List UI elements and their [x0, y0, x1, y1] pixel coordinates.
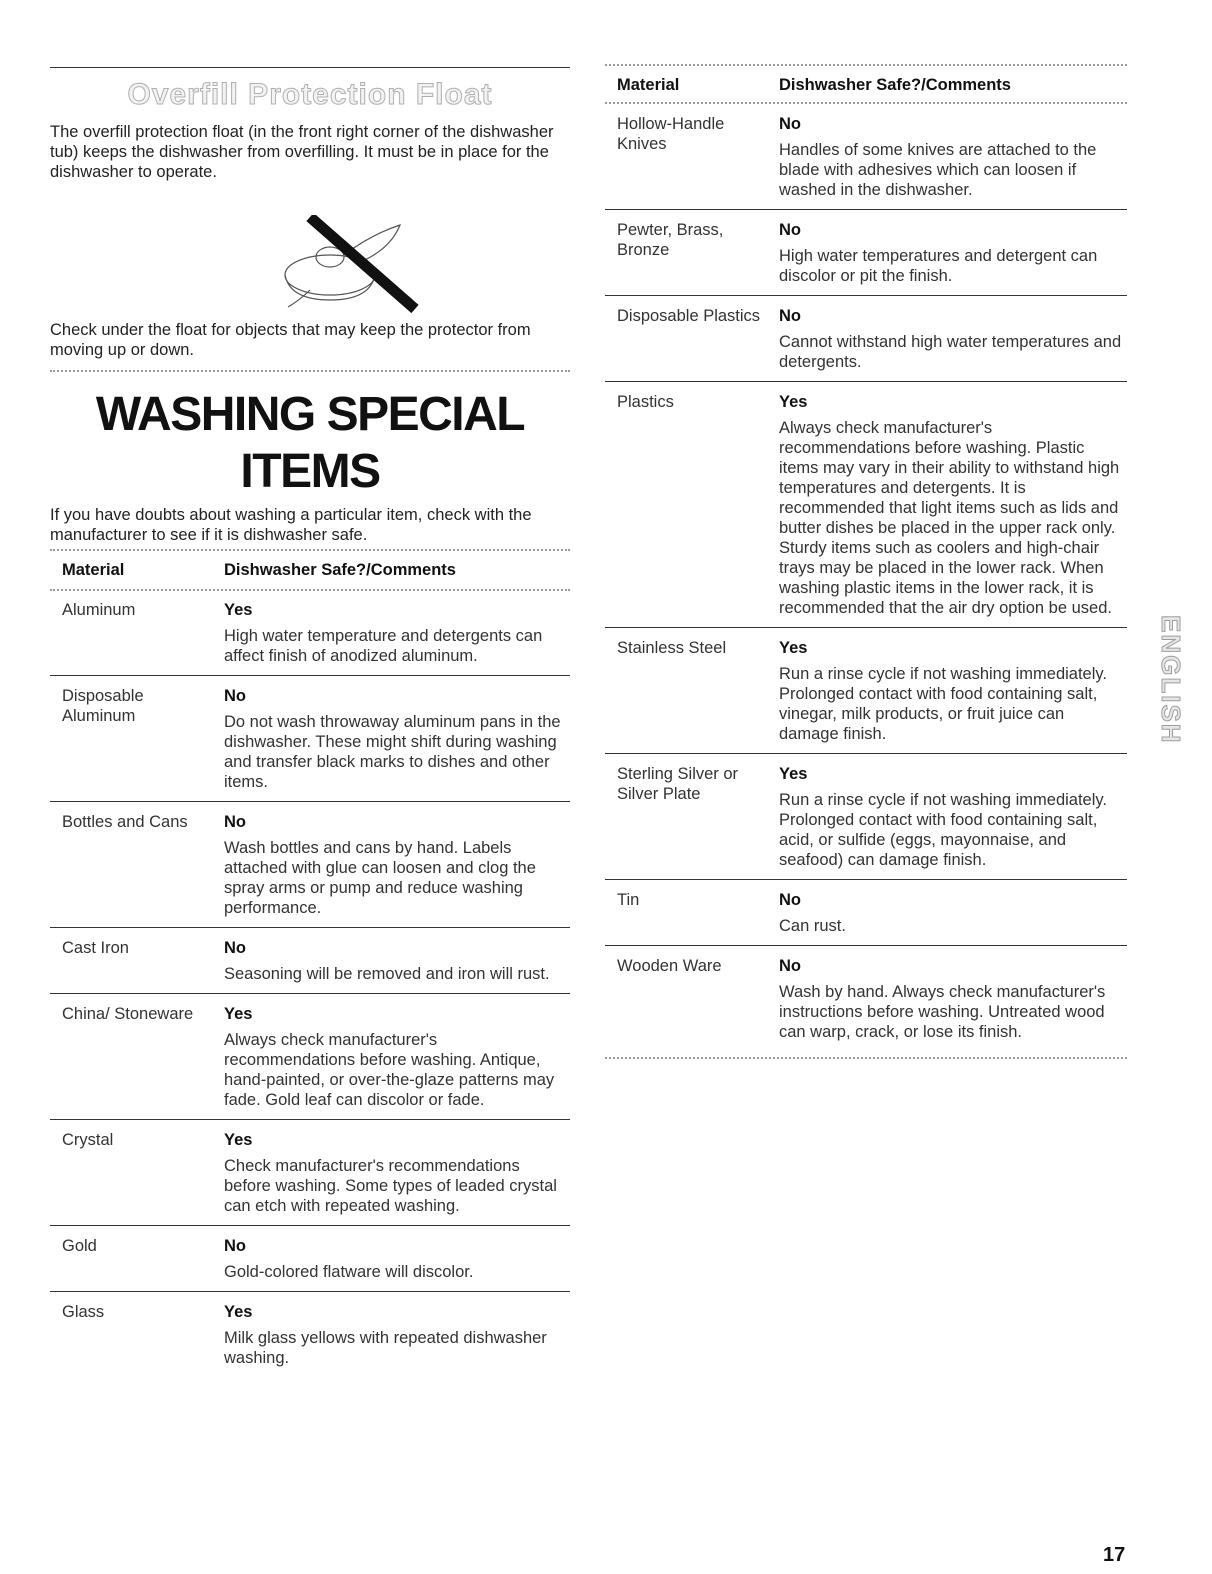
material-name: Plastics: [617, 393, 674, 411]
material-comment: Gold-colored flatware will discolor.: [224, 1263, 474, 1281]
table-end-rule: [605, 1057, 1127, 1059]
page-title: [50, 386, 570, 500]
overfill-float-illustration: [250, 215, 420, 315]
table-row: [50, 1226, 570, 1292]
material-comment: Do not wash throwaway aluminum pans in the dishwasher. These might shift during washing and transfer black marks to dishes and other items.: [224, 713, 561, 791]
table-row: [50, 590, 570, 676]
table-row: [50, 1292, 570, 1377]
dishwasher-safe-answer: No: [224, 1237, 246, 1255]
dishwasher-safe-answer: Yes: [224, 1131, 253, 1149]
material-comment: Always check manufacturer's recommendations before washing. Plastic items may vary in their ability to withstand high temperatures and detergents. It is recommended that light items such as lids and butter dishes be placed in the upper rack only. Sturdy items such as coolers and high-chair trays may be placed in the lower rack. When washing plastic items in the lower rack, it is recommended that the air dry option be used.: [779, 419, 1120, 617]
table-row: [50, 802, 570, 928]
dishwasher-safe-answer: Yes: [779, 639, 808, 657]
table-header-rule-top: [50, 549, 570, 551]
language-side-tab: ENGLISH: [1156, 615, 1186, 745]
material-comment: Seasoning will be removed and iron will rust.: [224, 965, 550, 983]
header-dishwasher-safe: Dishwasher Safe?/Comments: [779, 76, 1011, 94]
float-check-instruction: Check under the float for objects that may keep the protector from moving up or down.: [50, 321, 531, 359]
table-header-rule-top: [605, 64, 1127, 66]
dishwasher-safe-answer: Yes: [224, 1303, 253, 1321]
header-dishwasher-safe: Dishwasher Safe?/Comments: [224, 561, 456, 579]
material-comment: Can rust.: [779, 917, 846, 935]
material-comment: Wash bottles and cans by hand. Labels attached with glue can loosen and clog the spray arms or pump and reduce washing performance.: [224, 839, 536, 917]
table-row: [605, 382, 1127, 628]
dishwasher-safe-answer: No: [779, 957, 801, 975]
table-row: [50, 928, 570, 994]
material-name: China/ Stoneware: [62, 1005, 194, 1023]
header-material: Material: [62, 561, 125, 579]
table-row: [605, 104, 1127, 210]
material-name: Stainless Steel: [617, 639, 727, 657]
washing-intro: If you have doubts about washing a particular item, check with the manufacturer to see if it is dishwasher safe.: [50, 506, 532, 544]
table-row: [605, 880, 1127, 946]
dishwasher-safe-answer: Yes: [779, 765, 808, 783]
dishwasher-safe-answer: No: [224, 939, 246, 957]
table-row: [605, 296, 1127, 382]
material-name: Sterling Silver or Silver Plate: [617, 765, 739, 803]
dishwasher-safe-answer: Yes: [224, 601, 253, 619]
material-name: Tin: [617, 891, 640, 909]
page-title-line-1: WASHING SPECIAL: [95, 388, 525, 441]
dishwasher-safe-answer: Yes: [779, 393, 808, 411]
table-row: [605, 754, 1127, 880]
overfill-description: The overfill protection float (in the front right corner of the dishwasher tub) keeps the dishwasher from overfilling. It must be in place for the dishwasher to operate.: [50, 123, 554, 181]
dishwasher-safe-answer: No: [779, 115, 801, 133]
left-material-table: [50, 590, 570, 1377]
material-name: Wooden Ware: [617, 957, 722, 975]
dishwasher-safe-answer: Yes: [224, 1005, 253, 1023]
page-title-line-2: ITEMS: [240, 445, 380, 498]
material-comment: Milk glass yellows with repeated dishwasher washing.: [224, 1329, 547, 1367]
material-comment: Handles of some knives are attached to the blade with adhesives which can loosen if washed in the dishwasher.: [779, 141, 1097, 199]
table-row: [605, 210, 1127, 296]
material-name: Aluminum: [62, 601, 136, 619]
material-comment: Run a rinse cycle if not washing immediately. Prolonged contact with food containing salt, vinegar, milk products, or fruit juice can damage finish.: [779, 665, 1108, 743]
dishwasher-safe-answer: No: [779, 221, 801, 239]
material-comment: Always check manufacturer's recommendations before washing. Antique, hand-painted, or over-the-glaze patterns may fade. Gold leaf can discolor or fade.: [224, 1031, 555, 1109]
material-name: Cast Iron: [62, 939, 129, 957]
section-rule-top: [50, 67, 570, 68]
material-name: Crystal: [62, 1131, 114, 1149]
material-name: Disposable Aluminum: [62, 687, 144, 725]
table-row: [50, 676, 570, 802]
dishwasher-safe-answer: No: [224, 813, 246, 831]
material-comment: Check manufacturer's recommendations before washing. Some types of leaded crystal can etch with repeated washing.: [224, 1157, 557, 1215]
page-number: 17: [1103, 1544, 1126, 1566]
material-name: Hollow-Handle Knives: [617, 115, 725, 153]
material-name: Pewter, Brass, Bronze: [617, 221, 724, 259]
dishwasher-safe-answer: No: [224, 687, 246, 705]
header-material: Material: [617, 76, 680, 94]
material-name: Glass: [62, 1303, 105, 1321]
material-name: Bottles and Cans: [62, 813, 188, 831]
material-comment: Run a rinse cycle if not washing immediately. Prolonged contact with food containing salt, acid, or sulfide (eggs, mayonnaise, and seafood) can damage finish.: [779, 791, 1108, 869]
dishwasher-safe-answer: No: [779, 307, 801, 325]
right-material-table: [605, 104, 1127, 1051]
dishwasher-safe-answer: No: [779, 891, 801, 909]
table-row: [50, 1120, 570, 1226]
material-comment: Wash by hand. Always check manufacturer's instructions before washing. Untreated wood can warp, crack, or lose its finish.: [779, 983, 1106, 1041]
material-name: Gold: [62, 1237, 97, 1255]
material-comment: High water temperatures and detergent can discolor or pit the finish.: [779, 247, 1098, 285]
material-comment: High water temperature and detergents can affect finish of anodized aluminum.: [224, 627, 543, 665]
material-name: Disposable Plastics: [617, 307, 761, 325]
table-row: [50, 994, 570, 1120]
overfill-section-title: Overfill Protection Float: [127, 78, 493, 111]
table-row: [605, 946, 1127, 1051]
divider: [50, 370, 570, 372]
table-row: [605, 628, 1127, 754]
material-comment: Cannot withstand high water temperatures and detergents.: [779, 333, 1122, 371]
